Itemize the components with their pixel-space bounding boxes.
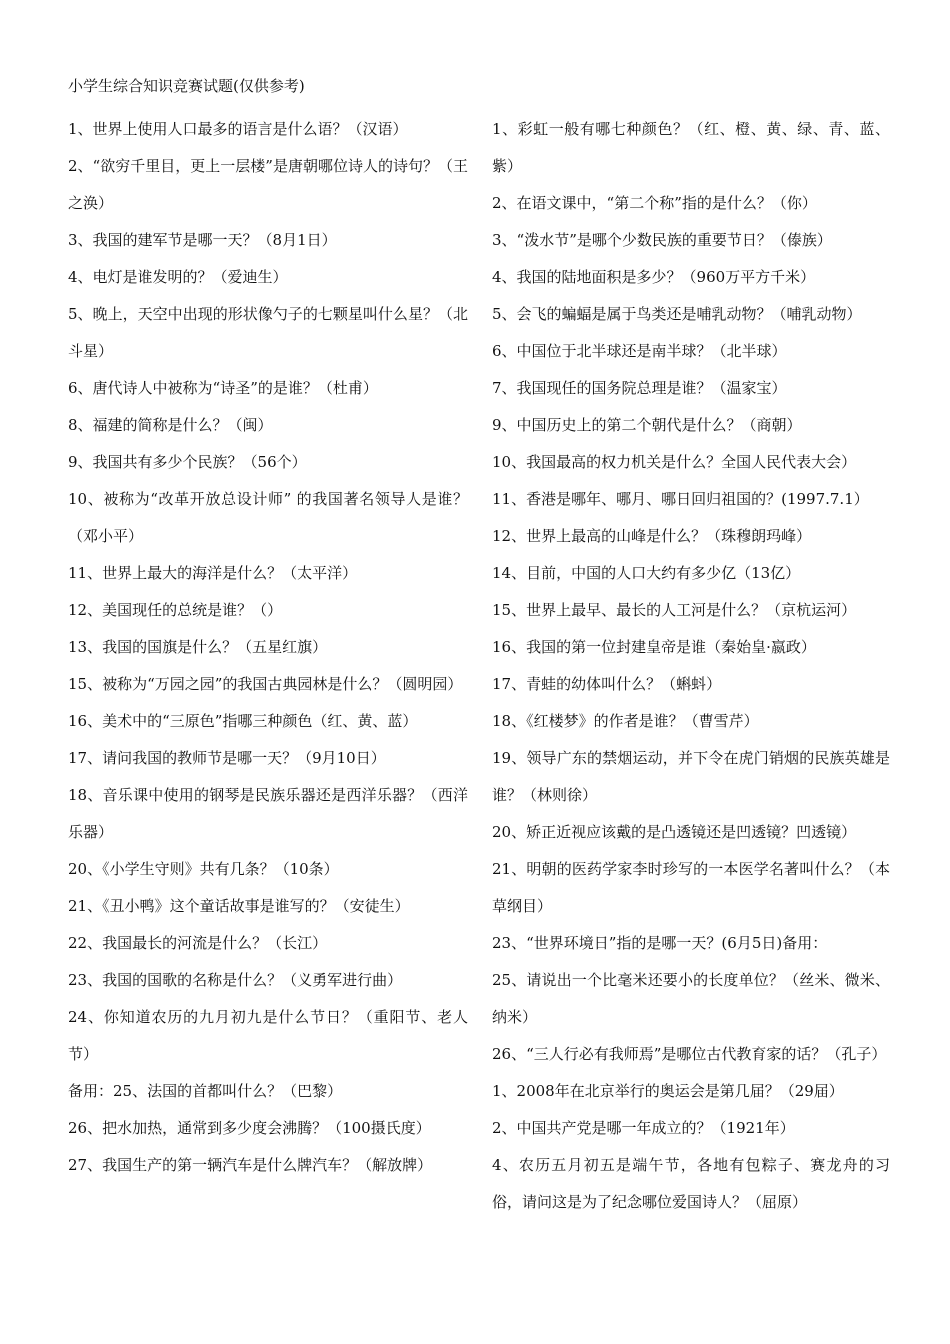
question-item: 3、“泼水节”是哪个少数民族的重要节日？（傣族） [492,231,832,249]
question-item: 11、世界上最大的海洋是什么？（太平洋） [68,564,358,582]
question-item: 4、农历五月初五是端午节，各地有包粽子、赛龙舟的习俗，请问这是为了纪念哪位爱国诗人？（屈原） [492,1156,890,1211]
question-item: 26、“三人行必有我师焉”是哪位古代教育家的话？（孔子） [492,1045,887,1063]
question-item: 2、“欲穷千里目，更上一层楼”是唐朝哪位诗人的诗句？（王之涣） [68,157,468,212]
question-item: 16、我国的第一位封建皇帝是谁（秦始皇·嬴政） [492,638,816,656]
question-item: 20、《小学生守则》共有几条？（10条） [68,860,339,878]
question-item: 9、我国共有多少个民族？（56个） [68,453,307,471]
question-item: 20、矫正近视应该戴的是凸透镜还是凹透镜？凹透镜） [492,823,857,841]
question-item: 15、被称为“万园之园”的我国古典园林是什么？（圆明园） [68,675,463,693]
question-item: 22、我国最长的河流是什么？（长江） [68,934,328,952]
question-item: 21、明朝的医药学家李时珍写的一本医学名著叫什么？（本草纲目） [492,860,890,915]
question-item: 12、美国现任的总统是谁？（） [68,601,283,619]
question-item: 5、会飞的蝙蝠是属于鸟类还是哺乳动物？（哺乳动物） [492,305,862,323]
question-item: 21、《丑小鸭》这个童话故事是谁写的？（安徒生） [68,897,410,915]
question-item: 15、世界上最早、最长的人工河是什么？（京杭运河） [492,601,857,619]
question-item: 17、青蛙的幼体叫什么？（蝌蚪） [492,675,722,693]
question-item: 18、《红楼梦》的作者是谁？（曹雪芹） [492,712,759,730]
right-column [492,111,890,1221]
left-column [68,111,468,1184]
question-item: 11、香港是哪年、哪月、哪日回归祖国的？(1997.7.1） [492,490,869,508]
question-item: 1、世界上使用人口最多的语言是什么语？（汉语） [68,120,408,138]
question-item: 14、目前，中国的人口大约有多少亿（13亿） [492,564,801,582]
question-item: 7、我国现任的国务院总理是谁？（温家宝） [492,379,787,397]
question-item: 2、中国共产党是哪一年成立的？（1921年） [492,1119,795,1137]
page-title: 小学生综合知识竞赛试题(仅供参考) [68,77,305,95]
question-item: 5、晚上，天空中出现的形状像勺子的七颗星叫什么星？（北斗星） [68,305,468,360]
question-item: 9、中国历史上的第二个朝代是什么？（商朝） [492,416,802,434]
question-item: 3、我国的建军节是哪一天？（8月1日） [68,231,337,249]
question-item: 12、世界上最高的山峰是什么？（珠穆朗玛峰） [492,527,812,545]
question-item: 13、我国的国旗是什么？（五星红旗） [68,638,328,656]
question-item: 18、音乐课中使用的钢琴是民族乐器还是西洋乐器？（西洋乐器） [68,786,468,841]
question-item: 10、被称为“改革开放总设计师” 的我国著名领导人是谁？（邓小平） [68,490,468,545]
question-item: 4、我国的陆地面积是多少？（960万平方千米） [492,268,816,286]
question-item: 26、把水加热，通常到多少度会沸腾？（100摄氏度） [68,1119,431,1137]
question-item: 19、领导广东的禁烟运动，并下令在虎门销烟的民族英雄是谁？（林则徐） [492,749,890,804]
question-item: 24、你知道农历的九月初九是什么节日？（重阳节、老人节） [68,1008,468,1063]
question-item: 27、我国生产的第一辆汽车是什么牌汽车？（解放牌） [68,1156,433,1174]
question-item: 备用：25、法国的首都叫什么？（巴黎） [68,1082,343,1100]
question-item: 6、唐代诗人中被称为“诗圣”的是谁？（杜甫） [68,379,378,397]
question-item: 16、美术中的“三原色”指哪三种颜色（红、黄、蓝） [68,712,418,730]
question-item: 2、在语文课中，“第二个称”指的是什么？（你） [492,194,817,212]
question-item: 1、彩虹一般有哪七种颜色？（红、橙、黄、绿、青、蓝、紫） [492,120,890,175]
question-item: 23、“世界环境日”指的是哪一天？(6月5日)备用： [492,934,828,952]
question-item: 10、我国最高的权力机关是什么？全国人民代表大会） [492,453,857,471]
question-item: 25、请说出一个比毫米还要小的长度单位？（丝米、微米、纳米） [492,971,890,1026]
question-item: 1、2008年在北京举行的奥运会是第几届？（29届） [492,1082,844,1100]
question-item: 6、中国位于北半球还是南半球？（北半球） [492,342,787,360]
question-item: 23、我国的国歌的名称是什么？（义勇军进行曲） [68,971,403,989]
question-item: 4、电灯是谁发明的？（爱迪生） [68,268,288,286]
question-item: 8、福建的简称是什么？（闽） [68,416,273,434]
question-item: 17、请问我国的教师节是哪一天？（9月10日） [68,749,386,767]
